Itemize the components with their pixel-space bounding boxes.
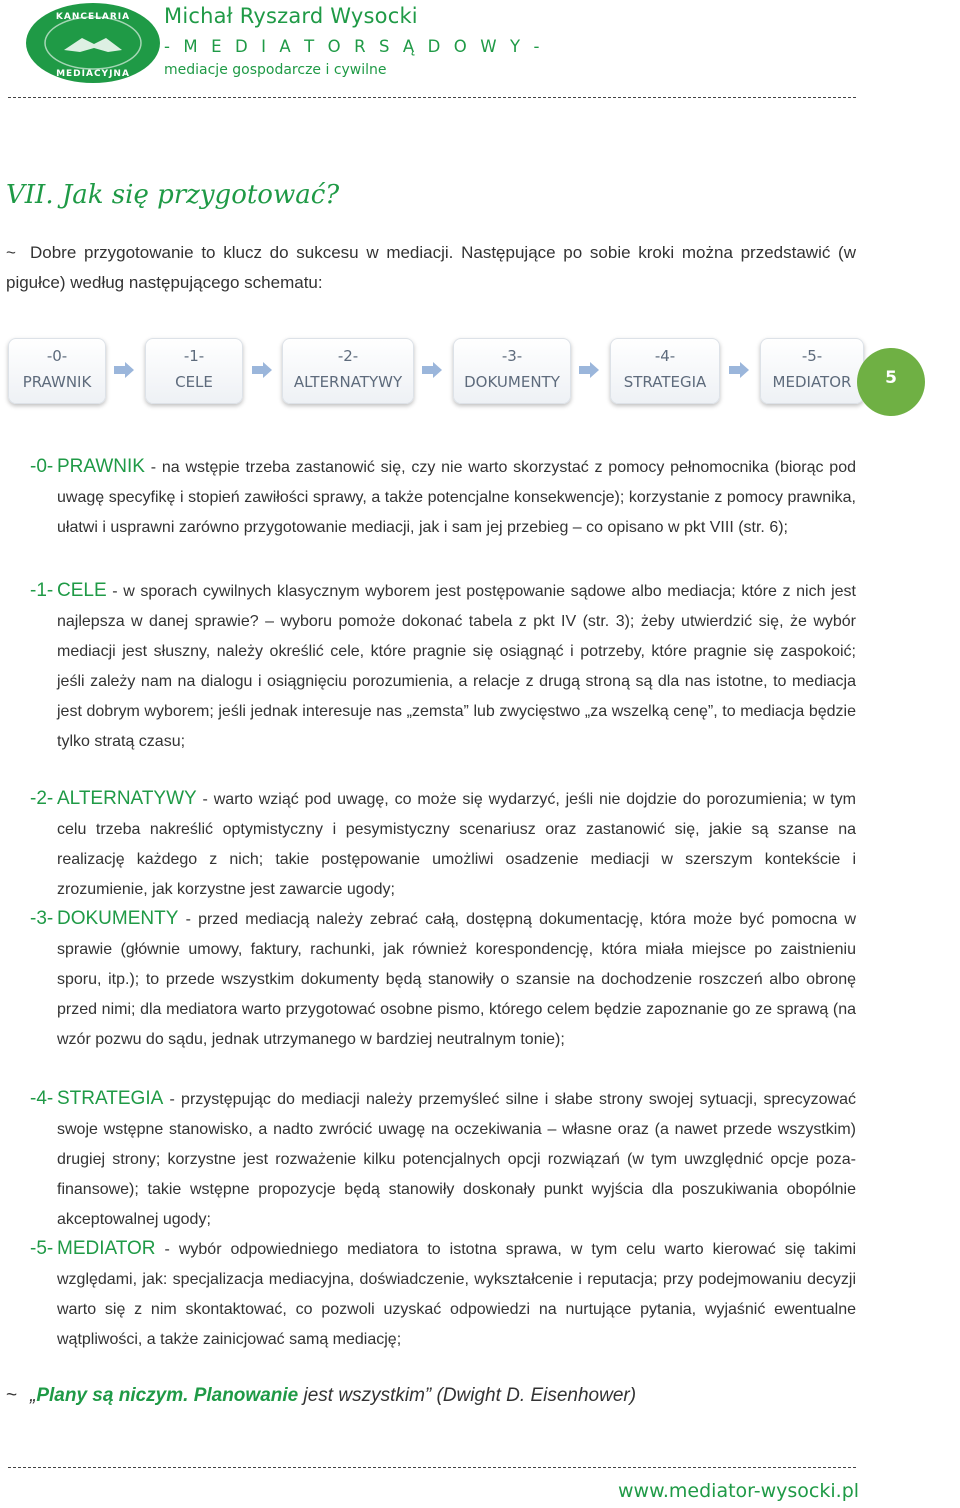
section-title: VII. Jak się przygotować? — [6, 180, 340, 210]
step-label: STRATEGIA — [623, 373, 707, 391]
step-label: MEDIATOR — [772, 373, 852, 391]
eisenhower-quote — [6, 1385, 636, 1407]
intro-text: Dobre przygotowanie to klucz do sukcesu w mediacji. Następujące po sobie kroki można przedstawić (w pigułce) według następującego schematu: — [6, 243, 856, 292]
arrow-right-icon — [251, 361, 273, 379]
step-number: -5- — [801, 347, 823, 365]
item-lead: CELE — [57, 580, 107, 601]
quote-open: „ — [30, 1385, 37, 1406]
item-number: -4- — [30, 1088, 54, 1109]
footer-website-link[interactable]: www.mediator-wysocki.pl — [618, 1480, 860, 1502]
step-label: PRAWNIK — [22, 373, 92, 391]
step-number: -2- — [337, 347, 359, 365]
arrow-right-icon — [578, 361, 600, 379]
quote-rest: jest wszystkim” (Dwight D. Eisenhower) — [298, 1385, 637, 1406]
footer-divider — [8, 1467, 856, 1468]
item-lead: MEDIATOR — [57, 1238, 156, 1259]
logo-bottom-text: MEDIACYJNA — [56, 69, 130, 79]
list-item-prawnik — [30, 452, 856, 543]
step-box-0 — [8, 338, 106, 404]
list-item-cele — [30, 576, 856, 757]
step-label: ALTERNATYWY — [293, 373, 403, 391]
arrow-right-icon — [728, 361, 750, 379]
step-box-3 — [453, 338, 571, 404]
item-lead: STRATEGIA — [57, 1088, 164, 1109]
step-box-1 — [145, 338, 243, 404]
intro-tilde: ~ — [6, 243, 16, 262]
step-box-4 — [610, 338, 720, 404]
item-number: -5- — [30, 1238, 54, 1259]
list-item-alternatywy — [30, 784, 856, 905]
step-box-2 — [282, 338, 414, 404]
item-text: - wybór odpowiedniego mediatora to istotna sprawa, w tym celu warto kierować się takimi względami, jak: specjalizacja mediacyjna, doświadczenie, wykształcenie i reputacja; przy podejmowaniu decyzji warto się z nim skontaktować, co pozwoli uzyskać odpowiedzi na nurtujące pytania, wyjaśnić ewentualne wątpliwości, a także zainicjować samą mediację; — [57, 1241, 856, 1348]
arrow-right-icon — [113, 361, 135, 379]
item-number: -1- — [30, 580, 54, 601]
list-item-strategia — [30, 1084, 856, 1235]
item-text: - warto wziąć pod uwagę, co może się wydarzyć, jeśli nie dojdzie do porozumienia; w tym celu trzeba nakreślić optymistyczny i pesymistyczny scenariusz oraz zastanowić się, jakie są szanse na realizację każdego z nich; takie postępowanie umożliwi osadzenie mediacji w szerszym kontekście i zrozumienie, jak korzystne jest zawarcie ugody; — [57, 791, 856, 898]
header-divider — [8, 97, 856, 98]
page-number-badge: 5 — [857, 348, 925, 416]
item-number: -2- — [30, 788, 54, 809]
item-number: -3- — [30, 908, 54, 929]
item-number: -0- — [30, 456, 54, 477]
item-text: - na wstępie trzeba zastanowić się, czy nie warto skorzystać z pomocy pełnomocnika (biorąc pod uwagę specyfikę i stopień zawiłości sprawy, a także potencjalne konsekwencje); korzystanie z pomocy prawnika, ułatwi i usprawni zarówno przygotowanie mediacji, jak i sam jej przebieg – co opisano w pkt VIII (str. 6); — [57, 459, 856, 536]
list-item-mediator — [30, 1234, 856, 1355]
step-number: -1- — [183, 347, 205, 365]
quote-part-2: Planowanie — [193, 1385, 299, 1406]
logo-top-text: KANCELARIA — [55, 12, 131, 22]
item-lead: ALTERNATYWY — [57, 788, 197, 809]
intro-paragraph — [6, 238, 856, 298]
arrow-right-icon — [421, 361, 443, 379]
quote-tilde: ~ — [6, 1385, 18, 1406]
step-label: CELE — [175, 373, 213, 391]
header-role: - M E D I A T O R S Ą D O W Y - — [164, 37, 544, 56]
item-lead: PRAWNIK — [57, 456, 145, 477]
item-lead: DOKUMENTY — [57, 908, 179, 929]
header-subtitle: mediacje gospodarcze i cywilne — [164, 62, 387, 78]
kancelaria-mediacyjna-logo — [24, 2, 162, 84]
item-text: - w sporach cywilnych klasycznym wyborem jest postępowanie sądowe albo mediacja; które z nich jest najlepsza w danej sprawie? – wyboru pomoże dokonać tabela z pkt IV (str. 3); żeby utwierdzić się, że wybór mediacji jest słuszny, należy określić cele, które pragnie się osiągnąć i potrzeby, które pragnie się zaspokoić; jeśli zależy nam na dialogu i osiągnięciu porozumienia, a relacje z drugą stroną są dla nas istotne, to mediacja jest dobrym wyborem; jeśli jednak interesuje nas „zemsta” lub zwycięstwo „za wszelką cenę”, to mediacja będzie tylko stratą czasu; — [57, 583, 856, 750]
step-number: -3- — [501, 347, 523, 365]
item-text: - przed mediacją należy zebrać całą, dostępną dokumentację, która może być pomocna w sprawie (głównie umowy, faktury, rachunki, jak również korespondencję, która miała miejsce po zaistnieniu sporu, itp.); to przede wszystkim dokumenty będą stanowiły o szansie na dochodzenie roszczeń albo obronę przed nimi; dla mediatora warto przygotować osobne pismo, którego celem będzie zapoznanie go ze sprawą (na wzór pozwu do sądu, jednak utrzymanego w bardziej neutralnym tonie); — [57, 911, 856, 1048]
item-text: - przystępując do mediacji należy przemyśleć silne i słabe strony swojej sytuacji, sprecyzować swoje wstępne stanowisko, a nadto zwrócić uwagę na oczekiwania – własne oraz (a nawet przede wszystkim) drugiej strony; korzystne jest rozważenie kilku potencjalnych opcji rozwiązań (w tym uwzględnić opcje poza-finansowe); takie wstępne propozycje będą stanowiły doskonały punkt wyjścia dla poszukiwania obopólnie akceptowalnej ugody; — [57, 1091, 856, 1228]
header-name: Michał Ryszard Wysocki — [164, 4, 418, 28]
step-number: -4- — [654, 347, 676, 365]
step-label: DOKUMENTY — [464, 373, 560, 391]
step-box-5 — [760, 338, 864, 404]
quote-part-1: Plany są niczym. — [36, 1385, 189, 1406]
list-item-dokumenty — [30, 904, 856, 1055]
step-number: -0- — [46, 347, 68, 365]
